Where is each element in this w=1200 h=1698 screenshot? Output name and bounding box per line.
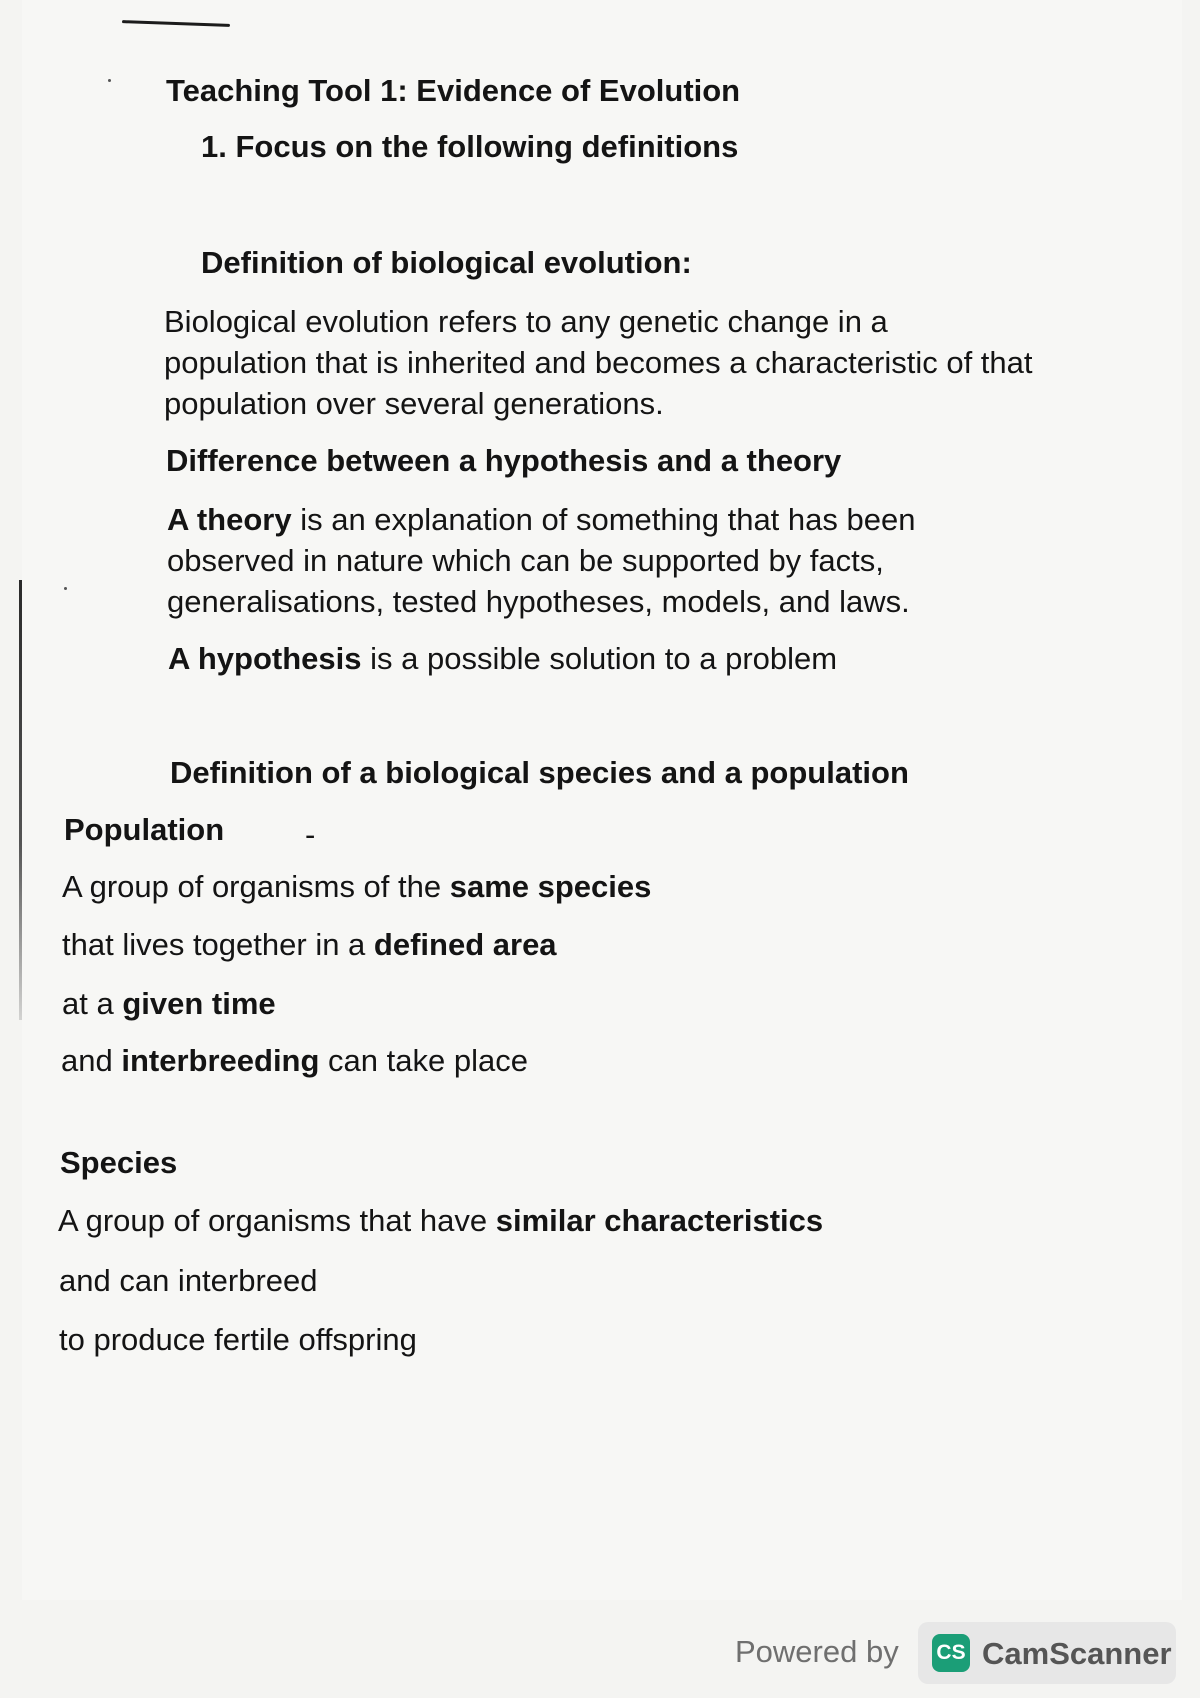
population-line: and interbreeding can take place — [61, 1043, 528, 1078]
camscanner-name: CamScanner — [982, 1636, 1172, 1671]
theory-line: is an explanation of something that has been — [291, 502, 916, 537]
population-line: that lives together in a defined area — [62, 927, 557, 962]
camscanner-logo-icon: CS — [932, 1634, 970, 1672]
hypothesis-term: A hypothesis — [168, 641, 362, 676]
species-line: and can interbreed — [59, 1263, 318, 1298]
theory-line: observed in nature which can be supported by facts, — [167, 543, 884, 578]
theory-definition — [167, 499, 915, 622]
species-line: to produce fertile offspring — [59, 1322, 417, 1357]
evolution-definition — [164, 301, 1033, 424]
scan-edge-shadow — [19, 580, 22, 1020]
scan-speck — [108, 79, 111, 82]
scanned-page — [22, 0, 1182, 1600]
population-heading: Population — [64, 812, 225, 847]
powered-by-label: Powered by — [735, 1634, 899, 1669]
species-heading: Species — [60, 1145, 178, 1180]
species-population-heading: Definition of a biological species and a population — [170, 755, 909, 790]
theory-line: generalisations, tested hypotheses, models, and laws. — [167, 584, 910, 619]
hypothesis-definition: A hypothesis is a possible solution to a problem — [168, 641, 838, 676]
population-line: A group of organisms of the same species — [62, 869, 652, 904]
hypothesis-theory-heading: Difference between a hypothesis and a theory — [166, 443, 842, 478]
evolution-line: population over several generations. — [164, 386, 664, 421]
population-line: at a given time — [62, 986, 276, 1021]
evolution-line: Biological evolution refers to any genetic change in a — [164, 304, 888, 339]
population-dash: - — [305, 817, 316, 852]
scan-speck — [64, 587, 67, 590]
species-line: A group of organisms that have similar characteristics — [58, 1203, 824, 1238]
instruction-heading: 1. Focus on the following definitions — [201, 129, 739, 164]
evolution-line: population that is inherited and becomes a characteristic of that — [164, 345, 1033, 380]
theory-term: A theory — [167, 502, 292, 537]
camscanner-watermark — [735, 1622, 1175, 1684]
evolution-heading: Definition of biological evolution: — [201, 245, 692, 280]
document-title: Teaching Tool 1: Evidence of Evolution — [166, 73, 741, 108]
camscanner-badge — [918, 1622, 1176, 1684]
